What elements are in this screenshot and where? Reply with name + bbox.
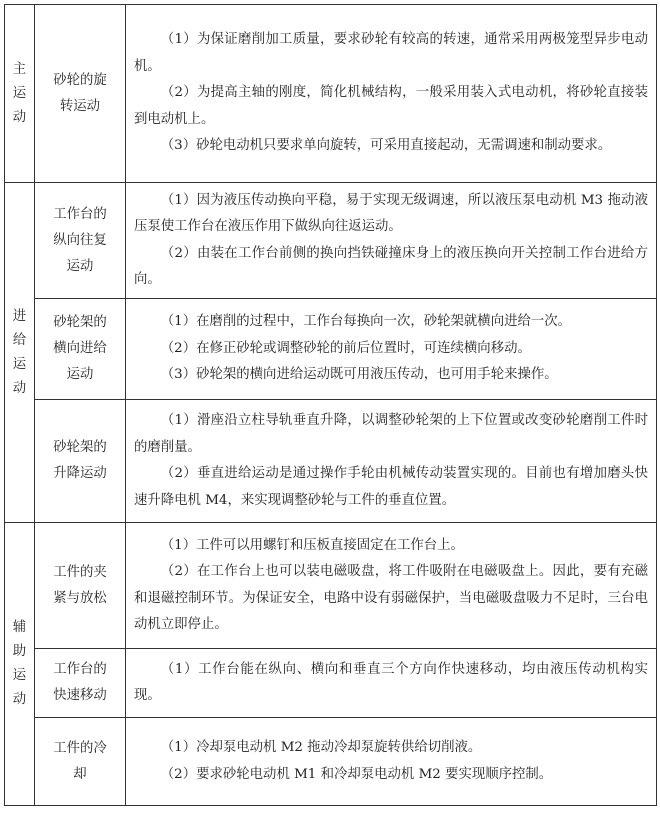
subcategory-label: 工作台的纵向往复运动 [53,206,107,274]
category-cell [5,5,35,183]
subcategory-label: 砂轮架的横向进给运动 [53,315,107,382]
table-row [5,299,657,400]
subcategory-cell [35,523,126,649]
description-item: （3）砂轮架的横向进给运动既可用液压传动，也可用手轮来操作。 [160,367,558,383]
category-label: 辅助运动 [12,620,27,707]
description-item: （1）工件可以用螺钉和压板直接固定在工作台上。 [160,537,464,553]
table-row [5,400,657,523]
category-label: 进给运动 [12,308,27,396]
description-item: （2）垂直进给运动是通过操作手轮由机械传动装置实现的。目前也有增加磨头快速升降电机 M4，来实现调整砂轮与工件的垂直位置。 [134,466,648,508]
table-row [5,183,657,299]
description-item: （1）为保证磨削加工质量，要求砂轮有较高的转速，通常采用两极笼型异步电动机。 [134,32,648,74]
description-item: （1）滑座沿立柱导轨垂直升降，以调整砂轮架的上下位置或改变砂轮磨削工件时的磨削量。 [134,413,648,455]
subcategory-cell [35,299,126,400]
table-row [5,523,657,649]
description-item: （2）在工作台上也可以装电磁吸盘，将工件吸附在电磁吸盘上。因此，要有充磁和退磁控制环节。为保证安全，电路中设有弱磁保护，当电磁吸盘吸力不足时，三台电动机立即停止。 [134,564,648,632]
description-item: （2）要求砂轮电动机 M1 和冷却泵电动机 M2 要实现顺序控制。 [160,766,553,782]
description-cell [126,299,657,400]
description-item: （1）在磨削的过程中，工作台每换向一次，砂轮架就横向进给一次。 [160,314,572,330]
category-label: 主运动 [12,61,27,125]
description-cell [126,523,657,649]
table-row [5,718,657,806]
description-item: （1）冷却泵电动机 M2 拖动冷却泵旋转供给切削液。 [160,740,482,755]
motion-table-body [5,5,657,806]
subcategory-cell [35,400,126,523]
description-item: （2）为提高主轴的刚度，简化机械结构，一般采用装入式电动机，将砂轮直接装到电动机上。 [134,85,648,127]
subcategory-label: 砂轮的旋转运动 [53,72,107,114]
description-item: （2）在修正砂轮或调整砂轮的前后位置时，可连续横向移动。 [160,340,531,356]
subcategory-cell [35,183,126,299]
motion-table [4,4,657,806]
category-cell [5,523,35,806]
subcategory-cell [35,649,126,718]
description-cell [126,649,657,718]
description-item: （3）砂轮电动机只要求单向旋转，可采用直接起动，无需调速和制动要求。 [160,138,612,154]
description-cell [126,183,657,299]
description-item: （1）工作台能在纵向、横向和垂直三个方向作快速移动，均由液压传动机构实现。 [134,661,648,703]
description-cell [126,718,657,806]
subcategory-label: 工作台的快速移动 [53,662,107,703]
subcategory-cell [35,5,126,183]
subcategory-label: 砂轮架的升降运动 [53,440,107,481]
table-row [5,5,657,183]
description-cell [126,400,657,523]
description-cell [126,5,657,183]
table-row [5,649,657,718]
subcategory-label: 工件的夹紧与放松 [53,564,107,606]
category-cell [5,183,35,523]
subcategory-cell [35,718,126,806]
description-item: （1）因为液压传动换向平稳，易于实现无级调速，所以液压泵电动机 M3 拖动液压泵使工作台在液压作用下做纵向往返运动。 [134,192,648,234]
description-item: （2）由装在工作台前侧的换向挡铁碰撞床身上的液压换向开关控制工作台进给方向。 [134,245,648,287]
subcategory-label: 工件的冷却 [53,740,107,782]
